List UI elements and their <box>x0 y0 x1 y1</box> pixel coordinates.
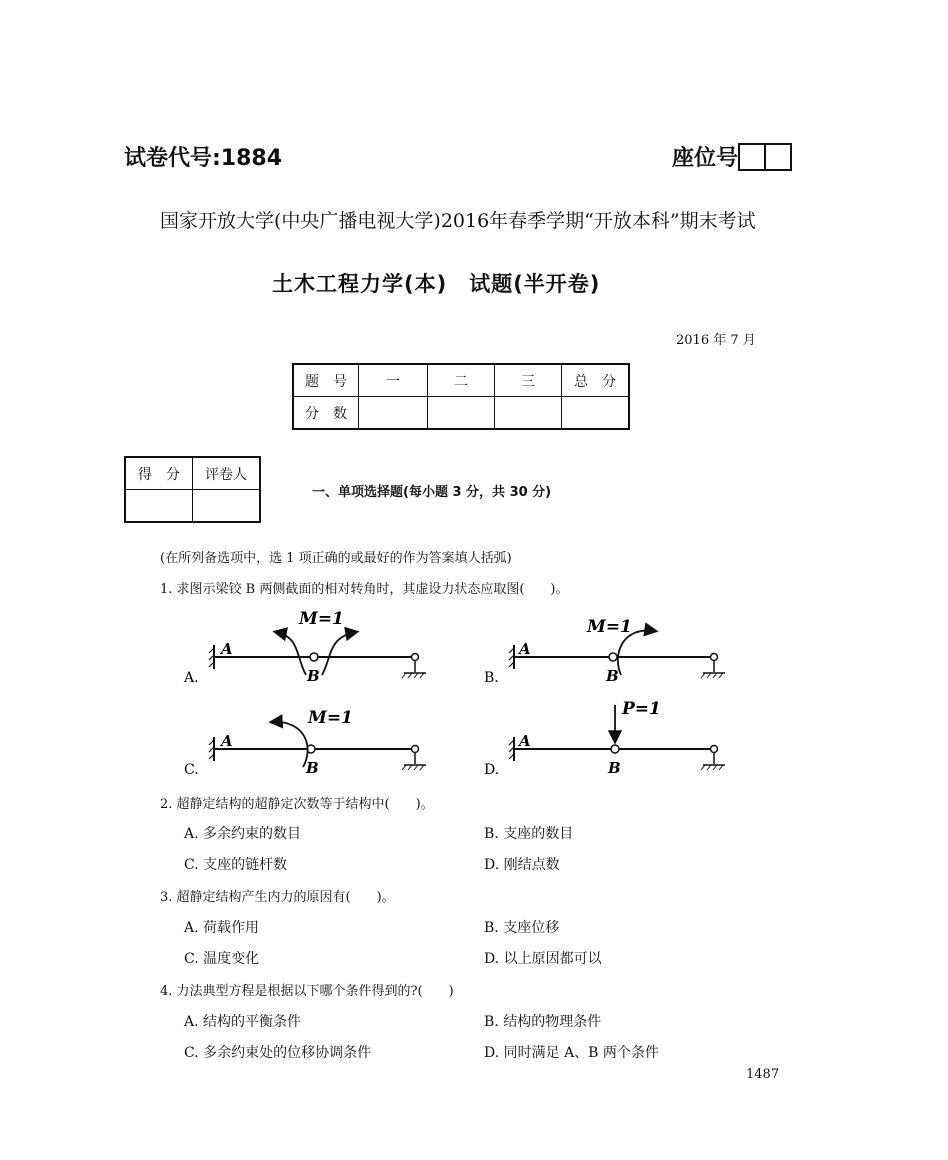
grader-score-cell <box>125 490 193 523</box>
course-title: 土木工程力学(本) 试题(半开卷) <box>272 272 601 296</box>
grader-header-cell: 评卷人 <box>193 457 261 490</box>
moment-arrow-icon <box>276 632 306 675</box>
score-header-cell: 总 分 <box>562 364 630 397</box>
option-label: A. <box>184 670 199 686</box>
score-cell <box>359 397 428 430</box>
load-label: M=1 <box>587 617 632 637</box>
question-2-text: 2. 超静定结构的超静定次数等于结构中( )。 <box>160 797 434 812</box>
seat-box-1 <box>738 143 766 171</box>
question-4-text: 4. 力法典型方程是根据以下哪个条件得到的?( ) <box>160 984 454 999</box>
hinge-icon <box>310 653 318 661</box>
section-instructions: (在所列备选项中，选 1 项正确的或最好的作为答案填人括弧) <box>160 551 512 566</box>
moment-arrow-icon <box>272 722 308 767</box>
moment-arrow-icon <box>618 630 655 675</box>
option-3c: C. 温度变化 <box>184 951 260 967</box>
score-table <box>292 363 630 430</box>
option-4d: D. 同时满足 A、B 两个条件 <box>484 1045 659 1061</box>
exam-title: 国家开放大学(中央广播电视大学)2016年春季学期“开放本科”期末考试 <box>160 210 756 232</box>
figure-a <box>183 609 426 686</box>
hinge-label: B <box>306 759 319 777</box>
roller-support-icon <box>412 746 419 753</box>
score-header-cell: 一 <box>359 364 428 397</box>
option-2d: D. 刚结点数 <box>484 857 560 873</box>
option-label: B. <box>484 670 499 686</box>
roller-support-icon <box>711 746 718 753</box>
option-4c: C. 多余约束处的位移协调条件 <box>184 1045 372 1061</box>
support-label: A <box>221 640 233 658</box>
moment-arrow-icon <box>322 632 356 675</box>
roller-support-icon <box>711 654 718 661</box>
load-label: M=1 <box>308 708 353 728</box>
hinge-label: B <box>606 667 619 685</box>
hinge-icon <box>609 653 617 661</box>
exam-date: 2016 年 7 月 <box>676 333 756 348</box>
seat-number-field <box>672 141 792 172</box>
grader-table <box>124 456 261 523</box>
score-table-header-row <box>293 364 629 397</box>
score-cell <box>495 397 562 430</box>
option-3b: B. 支座位移 <box>484 920 560 936</box>
grader-blank-row <box>125 490 260 523</box>
score-header-cell: 二 <box>428 364 495 397</box>
seat-label: 座位号 <box>672 146 739 171</box>
hinge-icon <box>611 745 619 753</box>
score-header-cell: 三 <box>495 364 562 397</box>
support-label: A <box>519 732 531 750</box>
option-2a: A. 多余约束的数目 <box>184 826 302 842</box>
figure-c <box>184 708 426 778</box>
score-row-label: 分 数 <box>293 397 359 430</box>
grader-header-cell: 得 分 <box>125 457 193 490</box>
question-1-figures <box>0 595 948 785</box>
score-cell <box>562 397 630 430</box>
page-number: 1487 <box>746 1067 780 1082</box>
grader-header-row <box>125 457 260 490</box>
option-2c: C. 支座的链杆数 <box>184 857 288 873</box>
hinge-label: B <box>307 667 320 685</box>
load-label: M=1 <box>299 609 344 629</box>
question-3-text: 3. 超静定结构产生内力的原因有( )。 <box>160 890 395 905</box>
option-2b: B. 支座的数目 <box>484 826 574 842</box>
grader-signature-cell <box>193 490 261 523</box>
support-label: A <box>519 640 531 658</box>
score-table-score-row <box>293 397 629 430</box>
question-1-text: 1. 求图示梁铰 B 两侧截面的相对转角时，其虚设力状态应取图( )。 <box>160 582 569 597</box>
option-label: C. <box>184 762 199 778</box>
paper-code: 试卷代号:1884 <box>124 146 283 171</box>
section-title: 一、单项选择题(每小题 3 分，共 30 分) <box>312 485 552 500</box>
option-label: D. <box>484 762 500 778</box>
score-cell <box>428 397 495 430</box>
seat-box-2 <box>766 143 792 171</box>
option-4b: B. 结构的物理条件 <box>484 1014 602 1030</box>
hinge-label: B <box>608 759 621 777</box>
option-4a: A. 结构的平衡条件 <box>184 1014 302 1030</box>
support-label: A <box>221 732 233 750</box>
roller-support-icon <box>412 654 419 661</box>
figure-d <box>484 699 725 778</box>
option-3a: A. 荷载作用 <box>184 920 260 936</box>
option-3d: D. 以上原因都可以 <box>484 951 602 967</box>
load-label: P=1 <box>622 699 661 719</box>
score-header-cell: 题 号 <box>293 364 359 397</box>
figure-b <box>484 617 725 686</box>
